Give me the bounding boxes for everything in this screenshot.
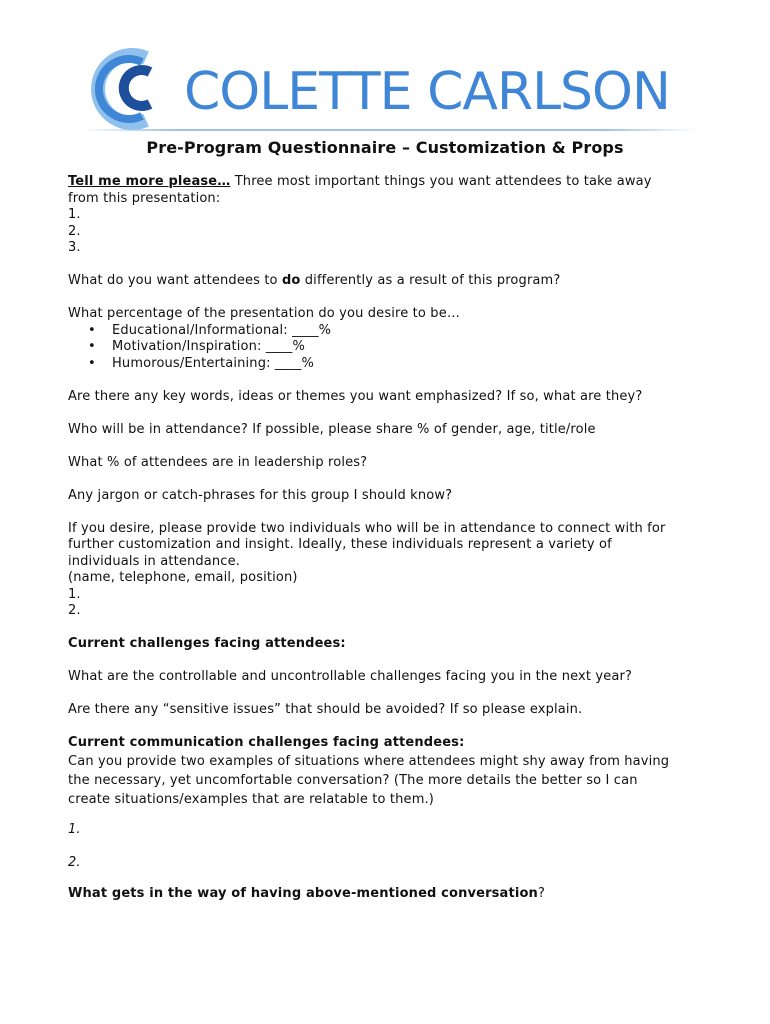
questionnaire-body [68,174,708,902]
question-mark: ? [537,885,545,901]
bullet-text: Motivation/Inspiration: ____% [112,339,305,354]
bullet-icon: • [88,355,96,371]
bullet-icon: • [88,339,96,354]
bullet-item [68,323,708,340]
question-challenges: What are the controllable and uncontrollable challenges facing you in the next year? [68,669,633,684]
bullet-item [68,339,708,356]
question-obstacles [68,886,708,903]
section-heading-communication: Current communication challenges facing attendees: [68,735,465,750]
question-leadership: What % of attendees are in leadership roles? [68,454,368,470]
bullet-icon: • [88,322,96,338]
question-text: differently as a result of this program? [300,273,561,288]
contacts-line: further customization and insight. Ideally, these individuals represent a variety of [68,537,612,552]
list-item: 2. [68,855,81,870]
intro-line-1 [68,174,708,191]
intro-line-2: from this presentation: [68,190,221,206]
question-keywords: Are there any key words, ideas or themes you want emphasized? If so, what are they? [68,388,643,404]
communication-line: create situations/examples that are relatable to them.) [68,791,435,807]
question-emphasis: do [281,273,301,288]
logo-cc-icon [84,42,184,132]
bullet-text: Humorous/Entertaining: ____% [112,355,315,371]
question-jargon: Any jargon or catch-phrases for this group I should know? [68,487,453,503]
section-heading-challenges: Current challenges facing attendees: [68,636,346,651]
intro-lead: Tell me more please… [68,174,231,189]
intro-text-1: Three most important things you want attendees to take away [234,174,652,189]
logo [84,42,704,132]
bullet-item [68,356,708,373]
logo-wordmark: COLETTE CARLSON [184,62,670,122]
logo-divider [80,129,698,131]
question-attendance: Who will be in attendance? If possible, please share % of gender, age, title/role [68,421,596,437]
contacts-line: (name, telephone, email, position) [68,570,298,585]
communication-line: Can you provide two examples of situations where attendees might shy away from having [68,753,670,769]
question-percentage: What percentage of the presentation do you desire to be… [68,306,460,321]
list-item: 3. [68,240,81,255]
list-item: 1. [68,207,81,222]
question-obstacles-text: What gets in the way of having above-mentioned conversation [68,885,538,901]
list-item: 2. [68,603,81,618]
question-do-differently [68,273,708,290]
list-item: 2. [68,223,81,239]
list-item: 1. [68,821,81,837]
list-item: 1. [68,586,81,602]
question-text: What do you want attendees to [68,273,282,288]
communication-line: the necessary, yet uncomfortable conversation? (The more details the better so I can [68,772,638,788]
contacts-line: individuals in attendance. [68,553,241,569]
question-sensitive: Are there any “sensitive issues” that should be avoided? If so please explain. [68,702,583,717]
contacts-line: If you desire, please provide two individuals who will be in attendance to connect with for [68,520,666,536]
page-title: Pre-Program Questionnaire – Customization & Props [146,138,624,157]
bullet-text: Educational/Informational: ____% [112,322,332,338]
